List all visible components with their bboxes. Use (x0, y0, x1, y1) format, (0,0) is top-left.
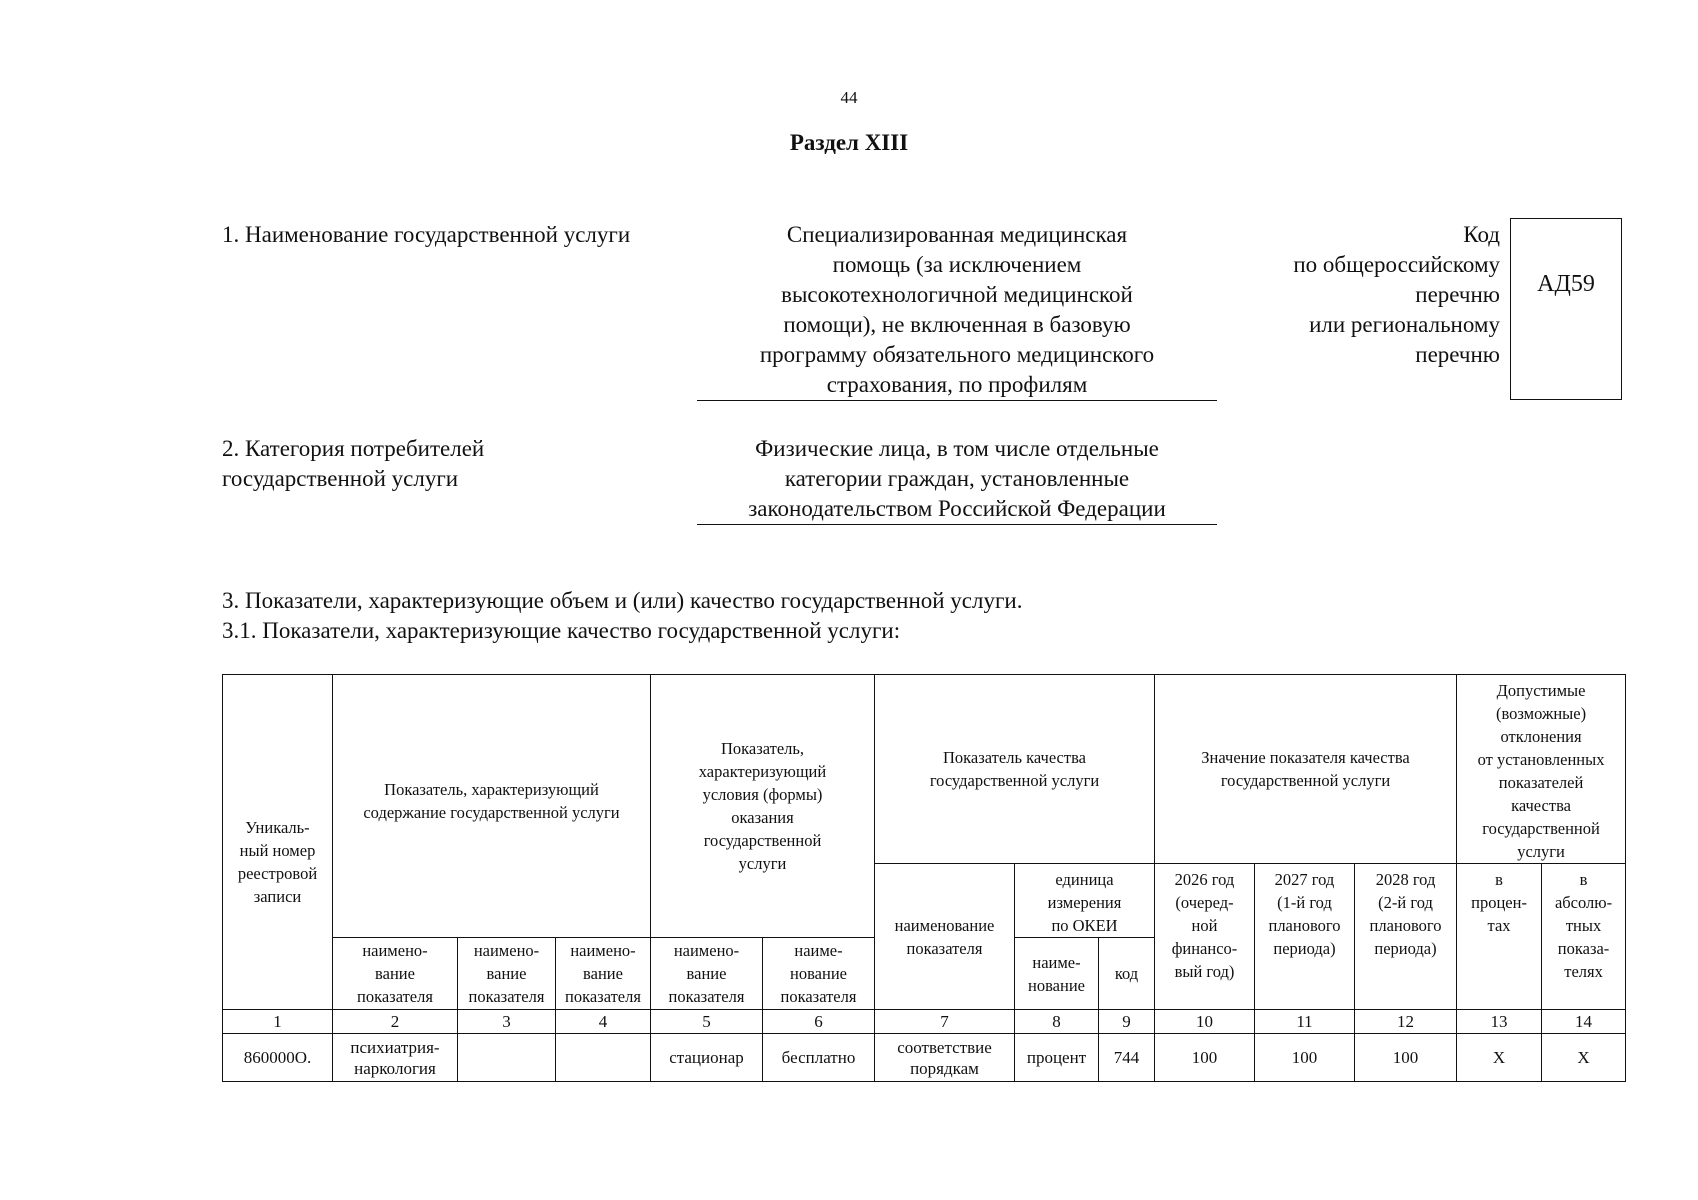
item1-value-line: помощь (за исключением (832, 252, 1082, 277)
column-number: 1 (223, 1010, 333, 1034)
header-text: показателя (906, 938, 983, 958)
column-number: 9 (1099, 1010, 1155, 1034)
header-text: планового (1268, 916, 1341, 935)
item1-value (697, 220, 1217, 400)
header-text: наимено- (570, 941, 636, 960)
cell-deviation-absolute: Х (1542, 1034, 1626, 1082)
header-text: процен- (1471, 893, 1527, 912)
header-text: записи (253, 887, 302, 906)
cell-text: порядкам (910, 1058, 979, 1078)
item1-underline (697, 400, 1217, 401)
header-content-name-2 (458, 938, 556, 1010)
header-text: (очеред- (1175, 893, 1234, 912)
column-number: 7 (875, 1010, 1015, 1034)
column-number: 3 (458, 1010, 556, 1034)
header-text: абсолю- (1554, 893, 1613, 912)
header-text: показателя (357, 987, 433, 1006)
header-text: содержание государственной услуги (363, 803, 620, 822)
header-text: государственной услуги (929, 771, 1100, 790)
header-text: наимено- (673, 941, 740, 960)
code-label-line: по общероссийскому (1293, 252, 1500, 277)
header-text: тных (1565, 916, 1602, 935)
header-text: (возможные) (1495, 704, 1587, 723)
header-text: по ОКЕИ (1051, 916, 1118, 935)
header-year-2026 (1155, 864, 1255, 1010)
header-text: характеризующий (698, 762, 827, 781)
header-text: нование (790, 964, 847, 983)
item3-subheading: 3.1. Показатели, характеризующие качество государственной услуги: (222, 618, 901, 643)
code-label-line: перечню (1415, 282, 1500, 307)
cell-deviation-percent: Х (1457, 1034, 1542, 1082)
code-label-line: перечню (1415, 342, 1500, 367)
item1-value-line: высокотехнологичной медицинской (781, 282, 1133, 307)
header-text: условия (формы) (702, 785, 823, 804)
header-text: финансо- (1171, 939, 1238, 958)
header-text: ный номер (239, 841, 316, 860)
header-text: наимено- (473, 941, 540, 960)
column-number: 10 (1155, 1010, 1255, 1034)
quality-indicators-table (222, 674, 1626, 1082)
header-text: планового (1369, 916, 1442, 935)
header-conditions-indicator (651, 675, 875, 938)
header-text: единица (1055, 870, 1114, 889)
cell-condition-2: бесплатно (763, 1034, 875, 1082)
header-text: ной (1191, 916, 1218, 935)
code-box (1510, 218, 1622, 400)
item2-value-line: Физические лица, в том числе отдельные (755, 436, 1159, 461)
item2-value (697, 434, 1217, 524)
item2-label (222, 434, 484, 494)
header-text: отклонения (1500, 727, 1582, 746)
column-number: 14 (1542, 1010, 1626, 1034)
item1-value-line: программу обязательного медицинского (759, 342, 1155, 367)
header-condition-name-2 (763, 938, 875, 1010)
header-text: наиме- (1032, 952, 1081, 972)
header-text: Показатель качества (943, 748, 1086, 767)
header-text: Допустимые (1496, 681, 1586, 700)
column-number: 12 (1355, 1010, 1457, 1034)
item1-value-line: помощи), не включенная в базовую (783, 312, 1131, 337)
header-unit-okei (1015, 864, 1155, 938)
header-text: от установленных (1477, 750, 1605, 769)
header-text: показателей (1498, 773, 1584, 792)
item2-underline (697, 524, 1217, 525)
header-text: вание (375, 964, 415, 983)
item2-value-line: законодательством Российской Федерации (748, 496, 1166, 521)
item2-label-line: государственной услуги (222, 466, 459, 491)
header-text: наименование (894, 915, 995, 935)
header-text: наимено- (362, 941, 428, 960)
header-text: 2028 год (1375, 870, 1436, 889)
header-text: вание (583, 964, 623, 983)
item2-label-line: 2. Категория потребителей (222, 436, 485, 461)
code-value: АД59 (1537, 270, 1595, 297)
column-number: 11 (1255, 1010, 1355, 1034)
header-text: вый год) (1174, 962, 1235, 981)
header-text: Показатель, (720, 739, 805, 758)
header-text: показателя (565, 987, 641, 1006)
header-text: Значение показателя качества (1201, 748, 1410, 767)
header-condition-name-1 (651, 938, 763, 1010)
column-number: 8 (1015, 1010, 1099, 1034)
header-text: Показатель, характеризующий (384, 780, 599, 799)
item2-value-line: категории граждан, установленные (784, 466, 1130, 491)
header-year-2028 (1355, 864, 1457, 1010)
header-text: оказания (731, 808, 794, 827)
cell-unit-code: 744 (1099, 1034, 1155, 1082)
header-unit-code: код (1099, 938, 1155, 1010)
cell-content-2 (458, 1034, 556, 1082)
table-row (223, 1034, 1626, 1082)
header-text: вание (486, 964, 527, 983)
header-text: наиме- (794, 941, 843, 960)
cell-content-1 (333, 1034, 458, 1082)
cell-value-2026: 100 (1155, 1034, 1255, 1082)
header-indicator-name (875, 864, 1015, 1010)
cell-value-2028: 100 (1355, 1034, 1457, 1082)
header-text: качества (1511, 796, 1571, 815)
header-deviation-absolute (1542, 864, 1626, 1010)
column-number: 2 (333, 1010, 458, 1034)
header-quality-indicator (875, 675, 1155, 864)
code-label-line: Код (1463, 222, 1500, 247)
header-content-name-3 (556, 938, 651, 1010)
cell-text: психиатрия- (350, 1037, 440, 1057)
header-text: (1-й год (1277, 893, 1332, 912)
header-text: периода) (1273, 939, 1336, 958)
header-text: вание (686, 964, 727, 983)
header-text: услуги (1517, 842, 1565, 861)
header-content-name-1 (333, 938, 458, 1010)
header-text: показателя (668, 987, 745, 1006)
item1-value-line: страхования, по профилям (826, 372, 1088, 397)
header-text: показа- (1557, 939, 1610, 958)
header-quality-value (1155, 675, 1457, 864)
code-label-line: или региональному (1309, 312, 1500, 337)
header-unit-name (1015, 938, 1099, 1010)
header-text: 2027 год (1274, 870, 1335, 889)
header-unique-number (223, 675, 333, 1010)
header-text: в (1495, 870, 1503, 889)
item1-label: 1. Наименование государственной услуги (222, 222, 631, 247)
column-number: 4 (556, 1010, 651, 1034)
header-text: тах (1487, 916, 1511, 935)
item1-value-line: Специализированная медицинская (786, 222, 1128, 247)
header-text: измерения (1047, 893, 1122, 912)
header-text: 2026 год (1174, 870, 1235, 889)
column-number: 13 (1457, 1010, 1542, 1034)
header-text: периода) (1374, 939, 1437, 958)
code-label (1250, 220, 1500, 370)
header-text: нование (1028, 975, 1085, 995)
cell-text: наркология (354, 1058, 436, 1078)
header-text: государственной (1482, 819, 1600, 838)
header-year-2027 (1255, 864, 1355, 1010)
header-content-indicator (333, 675, 651, 938)
header-text: телях (1564, 962, 1603, 981)
cell-unit-name: процент (1015, 1034, 1099, 1082)
cell-condition-1: стационар (651, 1034, 763, 1082)
header-text: государственной (703, 831, 822, 850)
header-text: показателя (780, 987, 857, 1006)
header-text: показателя (468, 987, 545, 1006)
column-number: 5 (651, 1010, 763, 1034)
header-text: государственной услуги (1220, 771, 1391, 790)
header-text: реестровой (237, 864, 318, 883)
header-text: в (1579, 870, 1588, 889)
column-number: 6 (763, 1010, 875, 1034)
cell-registry-number: 860000О. (223, 1034, 333, 1082)
header-text: услуги (738, 854, 787, 873)
header-deviation (1457, 675, 1626, 864)
section-title: Раздел XIII (789, 130, 909, 155)
cell-text: соответствие (897, 1037, 992, 1057)
header-text: (2-й год (1378, 893, 1433, 912)
header-deviation-percent (1457, 864, 1542, 1010)
cell-value-2027: 100 (1255, 1034, 1355, 1082)
page-number: 44 (840, 88, 858, 107)
header-text: Уникаль- (245, 818, 310, 837)
cell-indicator-name (875, 1034, 1015, 1082)
item3-heading: 3. Показатели, характеризующие объем и (или) качество государственной услуги. (222, 588, 1023, 613)
cell-content-3 (556, 1034, 651, 1082)
